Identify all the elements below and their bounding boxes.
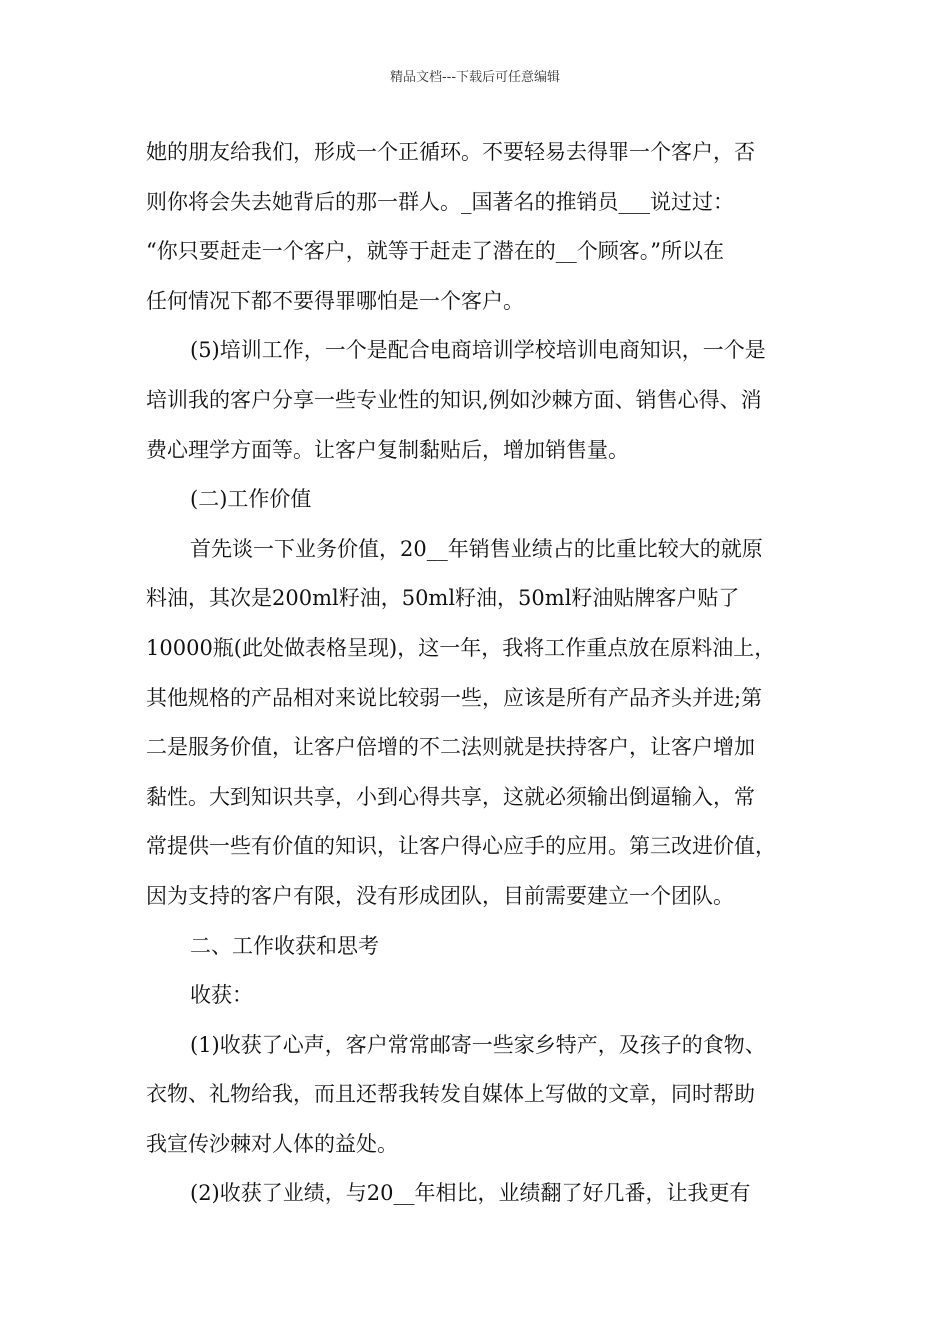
text-line: 10000瓶(此处做表格呈现)，这一年，我将工作重点放在原料油上， [146,635,776,660]
text-line: 收获： [190,983,253,1008]
text-line: (二)工作价值 [190,487,312,512]
text-line: 费心理学方面等。让客户复制黏贴后，增加销售量。 [146,437,629,462]
text-line: (2)收获了业绩，与20__年相比，业绩翻了好几番，让我更有 [190,1181,751,1206]
text-line: (5)培训工作，一个是配合电商培训学校培训电商知识，一个是 [190,338,766,363]
text-line: “你只要赶走一个客户，就等于赶走了潜在的__个顾客。”所以在 [146,239,724,264]
text-line: 衣物、礼物给我，而且还帮我转发自媒体上写做的文章，同时帮助 [146,1082,755,1107]
text-line: 因为支持的客户有限，没有形成团队，目前需要建立一个团队。 [146,883,734,908]
text-line: 培训我的客户分享一些专业性的知识,例如沙棘方面、销售心得、消 [146,387,762,412]
text-line: 其他规格的产品相对来说比较弱一些，应该是所有产品齐头并进;第 [146,685,763,710]
text-line: 首先谈一下业务价值，20__年销售业绩占的比重比较大的就原 [190,536,763,561]
text-line: 料油，其次是200ml籽油，50ml籽油，50ml籽油贴牌客户贴了 [146,586,740,611]
text-line: 黏性。大到知识共享，小到心得共享，这就必须输出倒逼输入，常 [146,784,755,809]
text-line: 她的朋友给我们，形成一个正循环。不要轻易去得罪一个客户，否 [146,140,755,164]
text-line: 二、工作收获和思考 [190,933,379,958]
text-line: 二是服务价值，让客户倍增的不二法则就是扶持客户，让客户增加 [146,735,755,760]
document-body [146,128,822,1219]
page-header: 精品文档---下载后可任意编辑 [389,70,561,85]
text-line: 任何情况下都不要得罪哪怕是一个客户。 [146,288,524,313]
text-line: (1)收获了心声，客户常常邮寄一些家乡特产，及孩子的食物、 [190,1032,766,1057]
text-line: 我宣传沙棘对人体的益处。 [146,1131,398,1156]
text-line: 常提供一些有价值的知识，让客户得心应手的应用。第三改进价值， [146,834,776,859]
text-line: 则你将会失去她背后的那一群人。_国著名的推销员___说过过： [146,189,734,214]
